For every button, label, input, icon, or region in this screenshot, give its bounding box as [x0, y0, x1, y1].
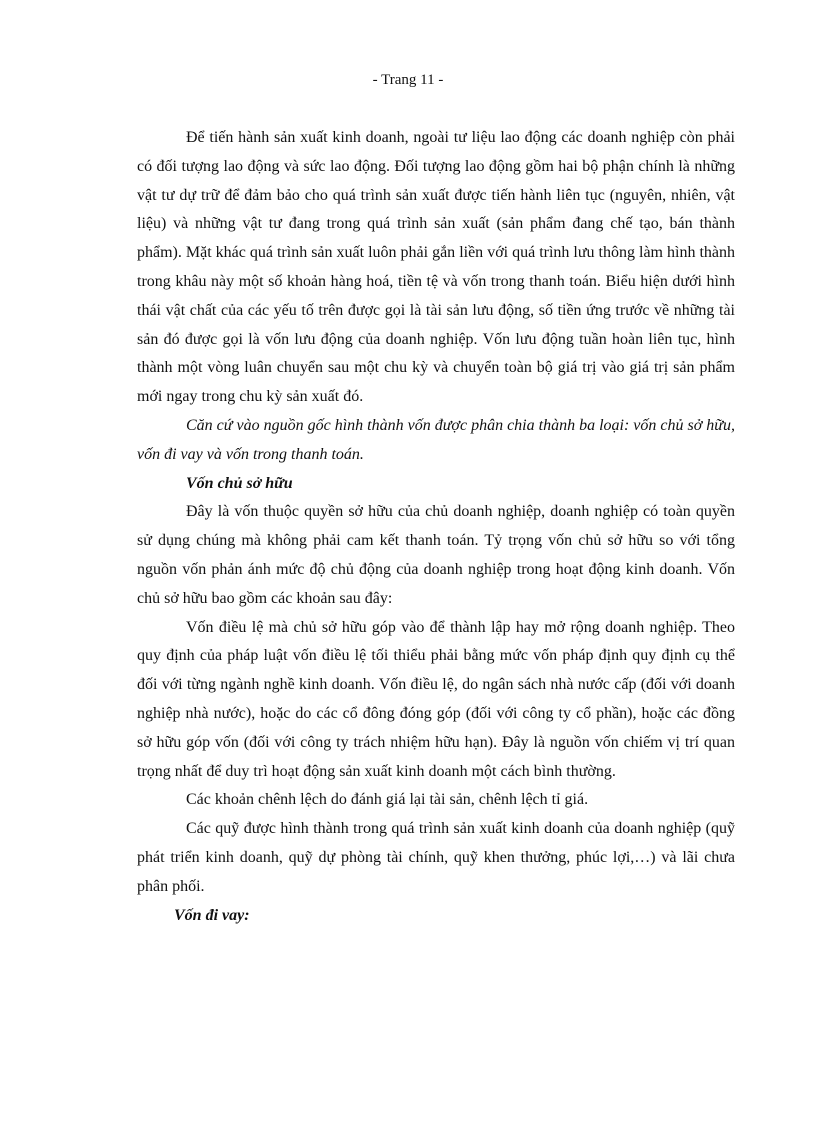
- heading-loans: Vốn đi vay:: [174, 906, 250, 924]
- paragraph-charter-capital: Vốn điều lệ mà chủ sở hữu góp vào để thành lập hay mở rộng doanh nghiệp. Theo quy định của pháp luật vốn điều lệ tối thiểu phải bằng mức vốn pháp định quy định cụ thể đối với từng ngành nghề kinh doanh. Vốn điều lệ, do ngân sách nhà nước cấp (đối với doanh nghiệp nhà nước), hoặc do các cổ đông đóng góp (đối với công ty cổ phần), hoặc các đồng sở hữu góp vốn (đối với công ty trách nhiệm hữu hạn). Đây là nguồn vốn chiếm vị trí quan trọng nhất để duy trì hoạt động sản xuất kinh doanh một cách bình thường.: [137, 618, 735, 780]
- paragraph-funds: Các quỹ được hình thành trong quá trình sản xuất kinh doanh của doanh nghiệp (quỹ phát triển kinh doanh, quỹ dự phòng tài chính, quỹ khen thưởng, phúc lợi,…) và lãi chưa phân phối.: [137, 820, 735, 895]
- heading-equity: Vốn chủ sở hữu: [186, 474, 293, 492]
- paragraph-revaluation-differences: Các khoản chênh lệch do đánh giá lại tài sản, chênh lệch tỉ giá.: [186, 791, 589, 809]
- page-number: - Trang 11 -: [372, 72, 444, 88]
- paragraph-working-capital: Để tiến hành sản xuất kinh doanh, ngoài tư liệu lao động các doanh nghiệp còn phải có đối tượng lao động và sức lao động. Đối tượng lao động gồm hai bộ phận chính là những vật tư dự trữ để đảm bảo cho quá trình sản xuất được tiến hành liên tục (nguyên, nhiên, vật liệu) và những vật tư đang trong quá trình sản xuất (sản phẩm đang chế tạo, bán thành phẩm). Mặt khác quá trình sản xuất luôn phải gắn liền với quá trình lưu thông làm hình thành trong khâu này một số khoản hàng hoá, tiền tệ và vốn trong thanh toán. Biểu hiện dưới hình thái vật chất của các yếu tố trên được gọi là tài sản lưu động, số tiền ứng trước về những tài sản đó được gọi là vốn lưu động của doanh nghiệp. Vốn lưu động tuần hoàn liên tục, hình thành một vòng luân chuyển sau một chu kỳ và chuyển toàn bộ giá trị vào giá trị sản phẩm mới ngay trong chu kỳ sản xuất đó.: [137, 129, 735, 406]
- paragraph-equity-definition: Đây là vốn thuộc quyền sở hữu của chủ doanh nghiệp, doanh nghiệp có toàn quyền sử dụng chúng mà không phải cam kết thanh toán. Tỷ trọng vốn chủ sở hữu so với tổng nguồn vốn phản ánh mức độ chủ động của doanh nghiệp trong hoạt động kinh doanh. Vốn chủ sở hữu bao gồm các khoản sau đây:: [137, 503, 735, 607]
- paragraph-capital-classification: Căn cứ vào nguồn gốc hình thành vốn được phân chia thành ba loại: vốn chủ sở hữu, vốn đi vay và vốn trong thanh toán.: [137, 416, 735, 463]
- document-body: [137, 124, 735, 930]
